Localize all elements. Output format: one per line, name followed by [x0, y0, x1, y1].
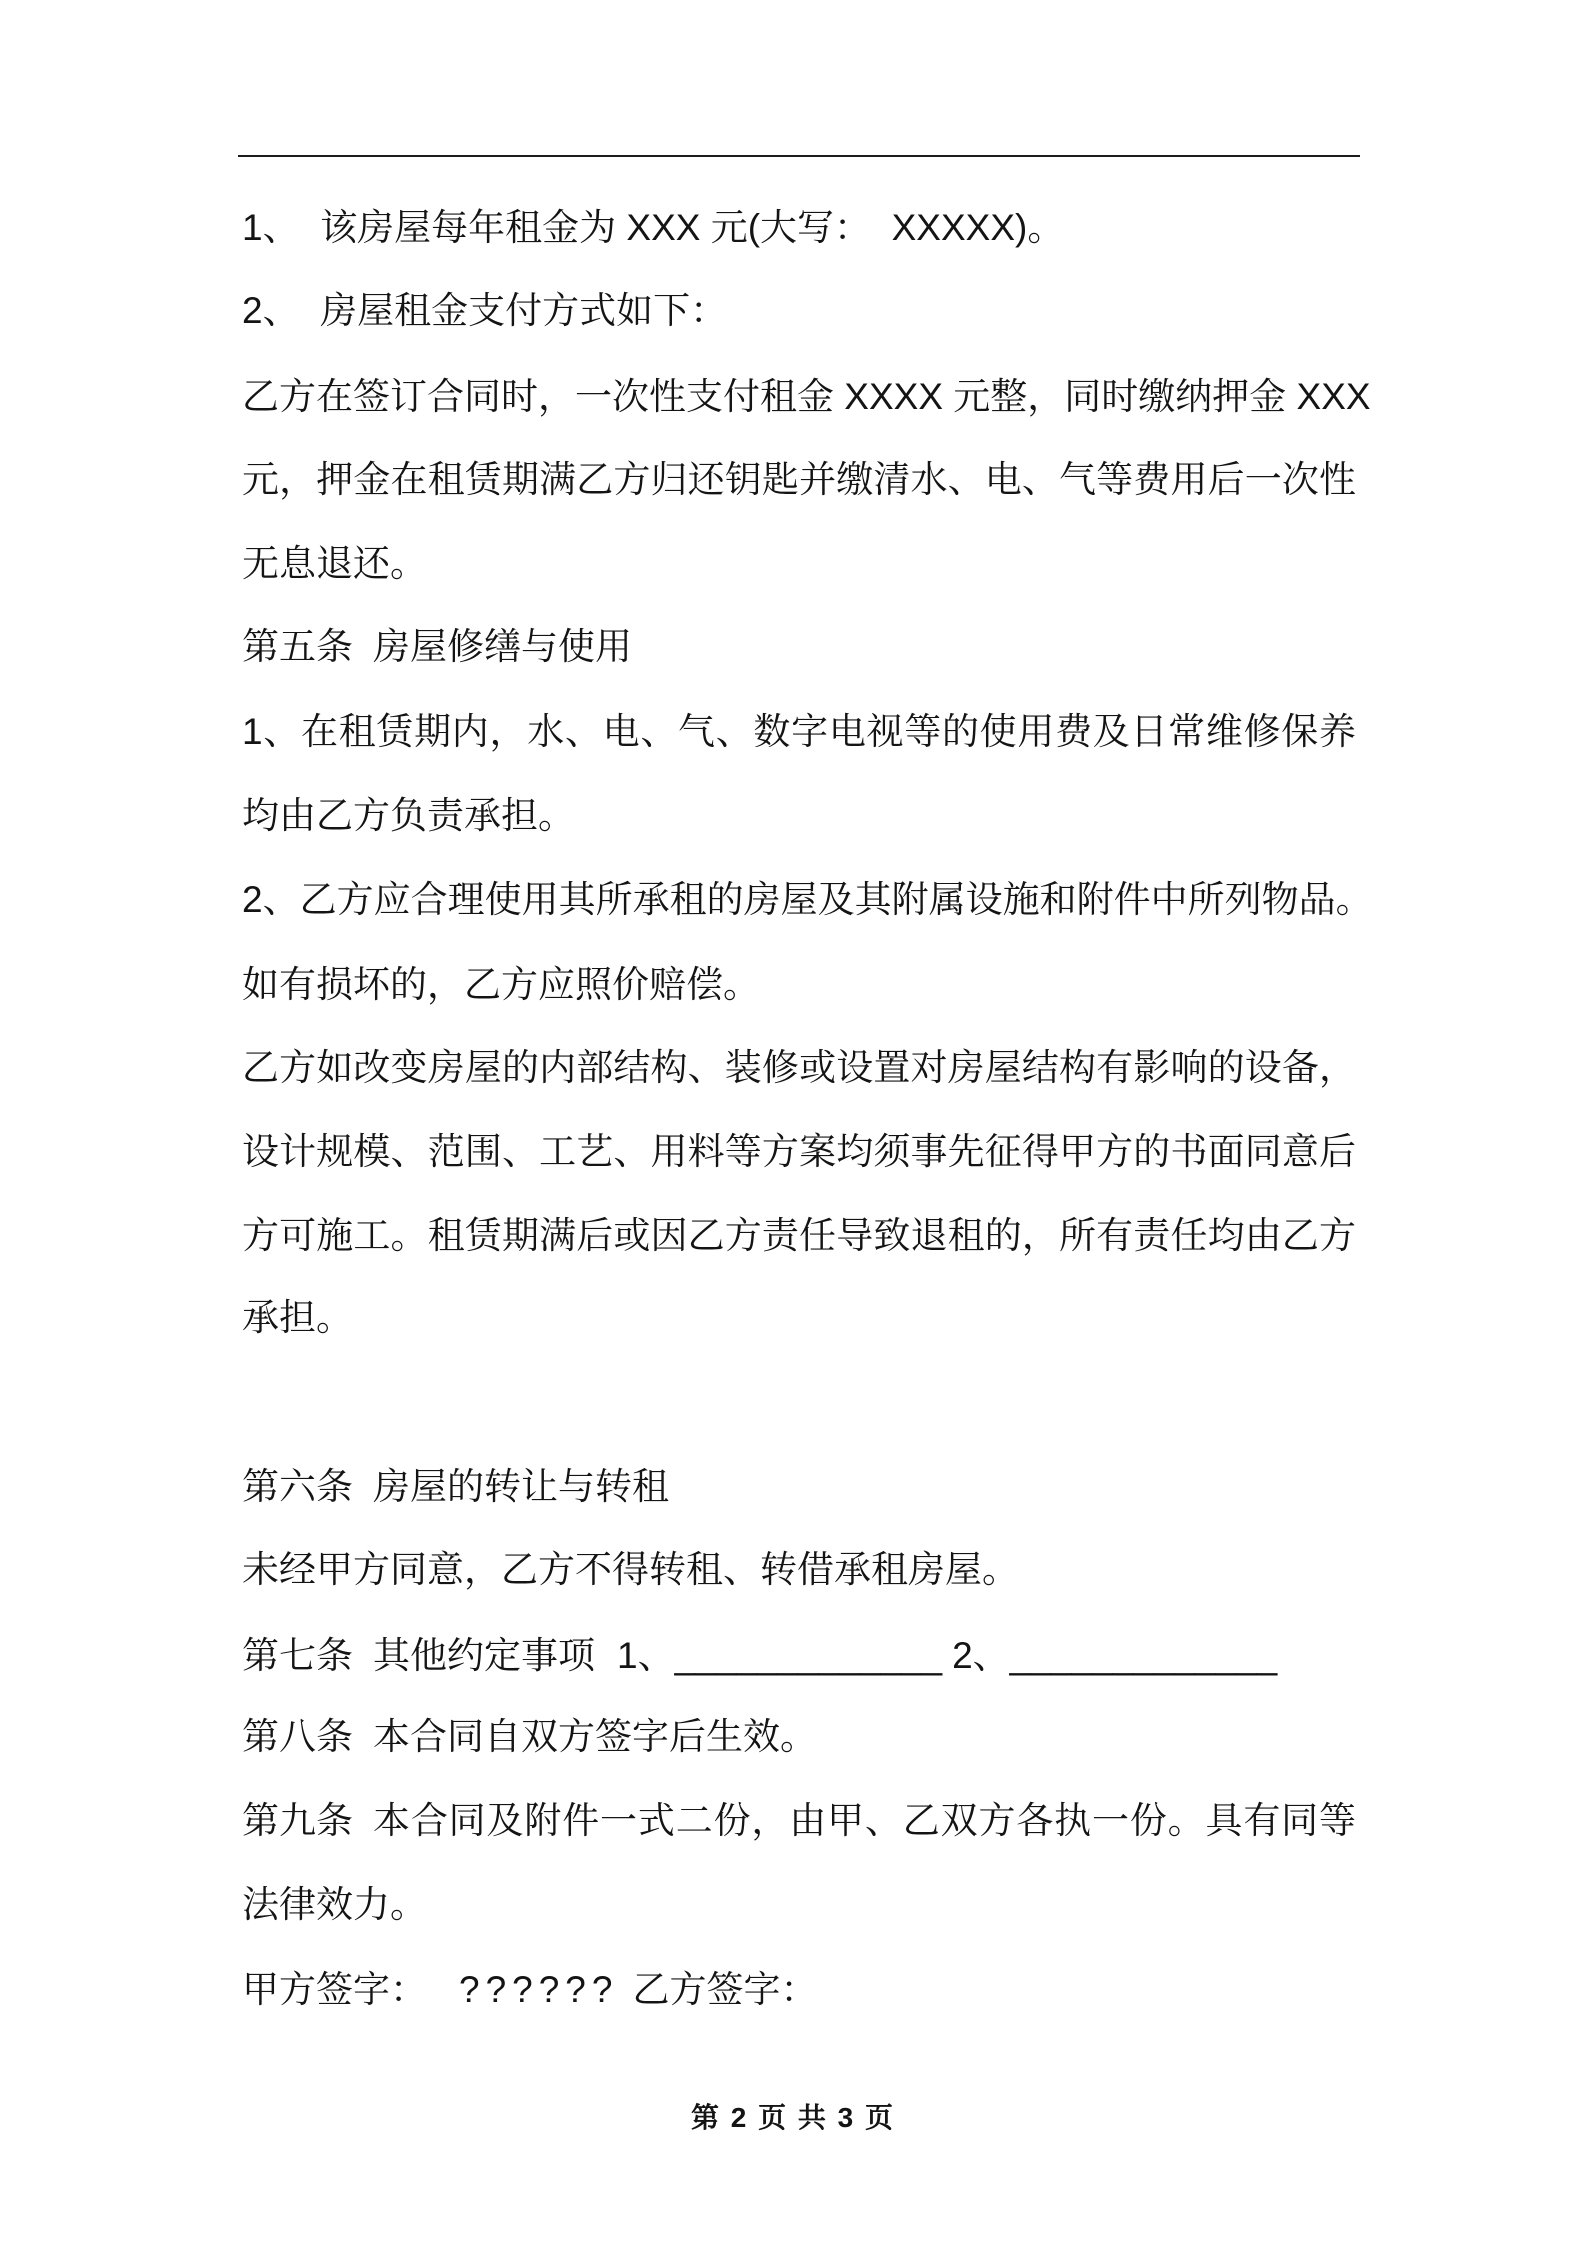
clause-5-title: 房屋修缮与使用	[373, 626, 632, 667]
header-rule	[238, 155, 1360, 157]
clause-6-heading	[242, 1445, 669, 1529]
clause-5-alteration-line-3: 方可施工。租赁期满后或因乙方责任导致退租的，所有责任均由乙方	[242, 1215, 1356, 1256]
clause-5-item-1-line-1: 1、在租赁期内，水、电、气、数字电视等的使用费及日常维修保养	[242, 711, 1356, 752]
clause-7-blank-1: 1、_____________	[617, 1635, 943, 1676]
clause-9-line-1	[242, 1779, 1356, 1863]
clause-9-text-line-2: 法律效力。	[242, 1884, 427, 1925]
payment-line-1: 乙方在签订合同时，一次性支付租金 XXXX 元整，同时缴纳押金 XXX	[242, 376, 1371, 417]
signature-line	[242, 1948, 817, 2032]
party-a-signature-label: 甲方签字：	[242, 1969, 427, 2010]
clause-5-item-2-line-2: 如有损坏的，乙方应照价赔偿。	[242, 964, 760, 1005]
clause-5-item-1-line-2: 均由乙方负责承担。	[242, 795, 575, 836]
clause-6-number: 第六条	[242, 1466, 353, 1507]
clause-5-number: 第五条	[242, 626, 353, 667]
clause-8-line	[242, 1695, 817, 1779]
clause-7-line	[242, 1614, 1277, 1698]
page-indicator: 第 2 页 共 3 页	[690, 2102, 896, 2133]
rent-item-2: 2、 房屋租金支付方式如下：	[242, 290, 728, 331]
rent-item-1: 1、 该房屋每年租金为 XXX 元(大写： XXXXX)。	[242, 207, 1065, 248]
clause-9-number: 第九条	[242, 1800, 353, 1841]
clause-7-number: 第七条	[242, 1635, 353, 1676]
party-b-signature-label: 乙方签字：	[632, 1969, 818, 2010]
clause-9-text-line-1: 本合同及附件一式二份，由甲、乙双方各执一份。具有同等	[373, 1800, 1356, 1841]
clause-5-alteration-line-4: 承担。	[242, 1297, 353, 1338]
clause-8-number: 第八条	[242, 1716, 353, 1757]
clause-7-blank-2: 2、_____________	[952, 1635, 1278, 1676]
party-a-signature-value: ??????	[459, 1969, 619, 2010]
clause-5-alteration-line-1: 乙方如改变房屋的内部结构、装修或设置对房屋结构有影响的设备，	[242, 1047, 1356, 1088]
clause-5-item-2-line-1: 2、乙方应合理使用其所承租的房屋及其附属设施和附件中所列物品。	[242, 879, 1373, 920]
payment-line-2: 元，押金在租赁期满乙方归还钥匙并缴清水、电、气等费用后一次性	[242, 459, 1356, 500]
clause-5-alteration-line-2: 设计规模、范围、工艺、用料等方案均须事先征得甲方的书面同意后	[242, 1131, 1356, 1172]
clause-5-heading	[242, 605, 632, 689]
clause-6-title: 房屋的转让与转租	[373, 1466, 669, 1507]
payment-line-3: 无息退还。	[242, 543, 427, 584]
clause-8-text: 本合同自双方签字后生效。	[373, 1716, 817, 1757]
clause-6-text: 未经甲方同意，乙方不得转租、转借承租房屋。	[242, 1549, 1019, 1590]
clause-7-title: 其他约定事项	[373, 1635, 595, 1676]
